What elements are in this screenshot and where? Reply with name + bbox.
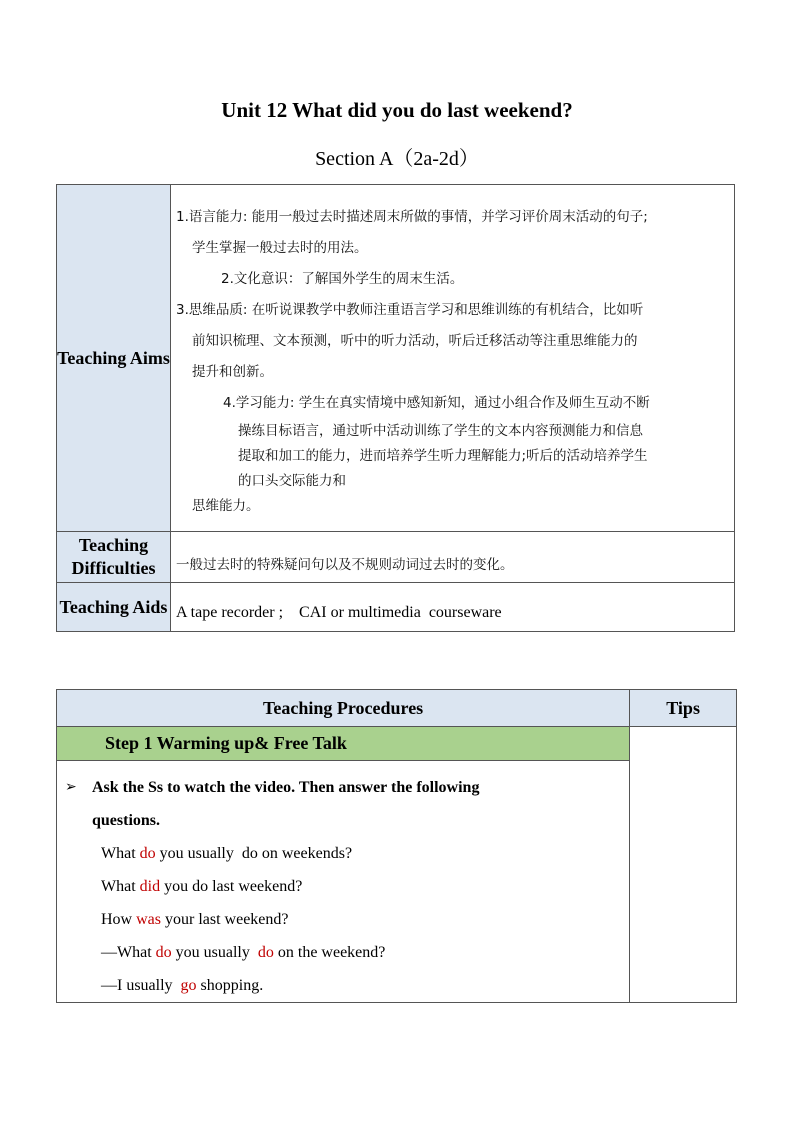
step-row — [57, 727, 737, 761]
aims-row — [57, 185, 735, 532]
procedures-header: Teaching Procedures — [57, 690, 630, 727]
difficulties-row — [57, 532, 735, 583]
aims-line: 操练目标语言，通过听中活动训练了学生的文本内容预测能力和信息 — [238, 422, 643, 439]
aims-line: 提取和加工的能力，进而培养学生听力理解能力;听后的活动培养学生 — [238, 447, 648, 464]
aids-content: A tape recorder ; CAI or multimedia courseware — [171, 583, 735, 632]
dialogue-line: —What do you usually do on the weekend? — [101, 944, 386, 961]
procedures-table — [56, 689, 737, 1003]
step-1-heading: Step 1 Warming up& Free Talk — [57, 727, 630, 761]
step-1-content — [57, 761, 630, 1003]
tips-header: Tips — [630, 690, 737, 727]
aims-line: 2.文化意识：了解国外学生的周末生活。 — [221, 270, 464, 287]
dialogue-line: —I usually go shopping. — [101, 977, 264, 994]
difficulties-content: 一般过去时的特殊疑问句以及不规则动词过去时的变化。 — [171, 532, 735, 583]
aims-line: 思维能力。 — [192, 497, 260, 514]
aims-line: 1.语言能力: 能用一般过去时描述周末所做的事情，并学习评价周末活动的句子; — [176, 208, 648, 225]
question-line: What do you usually do on weekends? — [101, 845, 353, 862]
aims-label: Teaching Aims — [57, 185, 171, 532]
procedures-header-row — [57, 690, 737, 727]
aims-line: 3.思维品质: 在听说课教学中教师注重语言学习和思维训练的有机结合，比如听 — [176, 301, 644, 318]
tips-cell — [630, 727, 737, 1003]
difficulties-label: Teaching Difficulties — [57, 532, 171, 583]
aims-line: 学生掌握一般过去时的用法。 — [192, 239, 368, 256]
question-line: How was your last weekend? — [101, 911, 289, 928]
aims-content — [171, 185, 735, 532]
lesson-info-table — [56, 184, 735, 632]
document-title: Unit 12 What did you do last weekend? — [221, 98, 573, 122]
instruction-line: Ask the Ss to watch the video. Then answer the following — [92, 779, 480, 796]
aims-line: 前知识梳理、文本预测，听中的听力活动，听后迁移活动等注重思维能力的 — [192, 332, 638, 349]
document-subtitle: Section A（2a-2d） — [315, 148, 479, 170]
question-line: What did you do last weekend? — [101, 878, 303, 895]
instruction-line: questions. — [92, 812, 161, 829]
aims-line: 4.学习能力: 学生在真实情境中感知新知，通过小组合作及师生互动不断 — [223, 394, 650, 411]
aims-line: 提升和创新。 — [192, 363, 273, 380]
arrow-bullet-icon: ➢ — [65, 779, 77, 795]
instruction — [57, 771, 629, 837]
aims-line: 的口头交际能力和 — [238, 472, 346, 489]
aids-label: Teaching Aids — [57, 583, 171, 632]
aids-row — [57, 583, 735, 632]
